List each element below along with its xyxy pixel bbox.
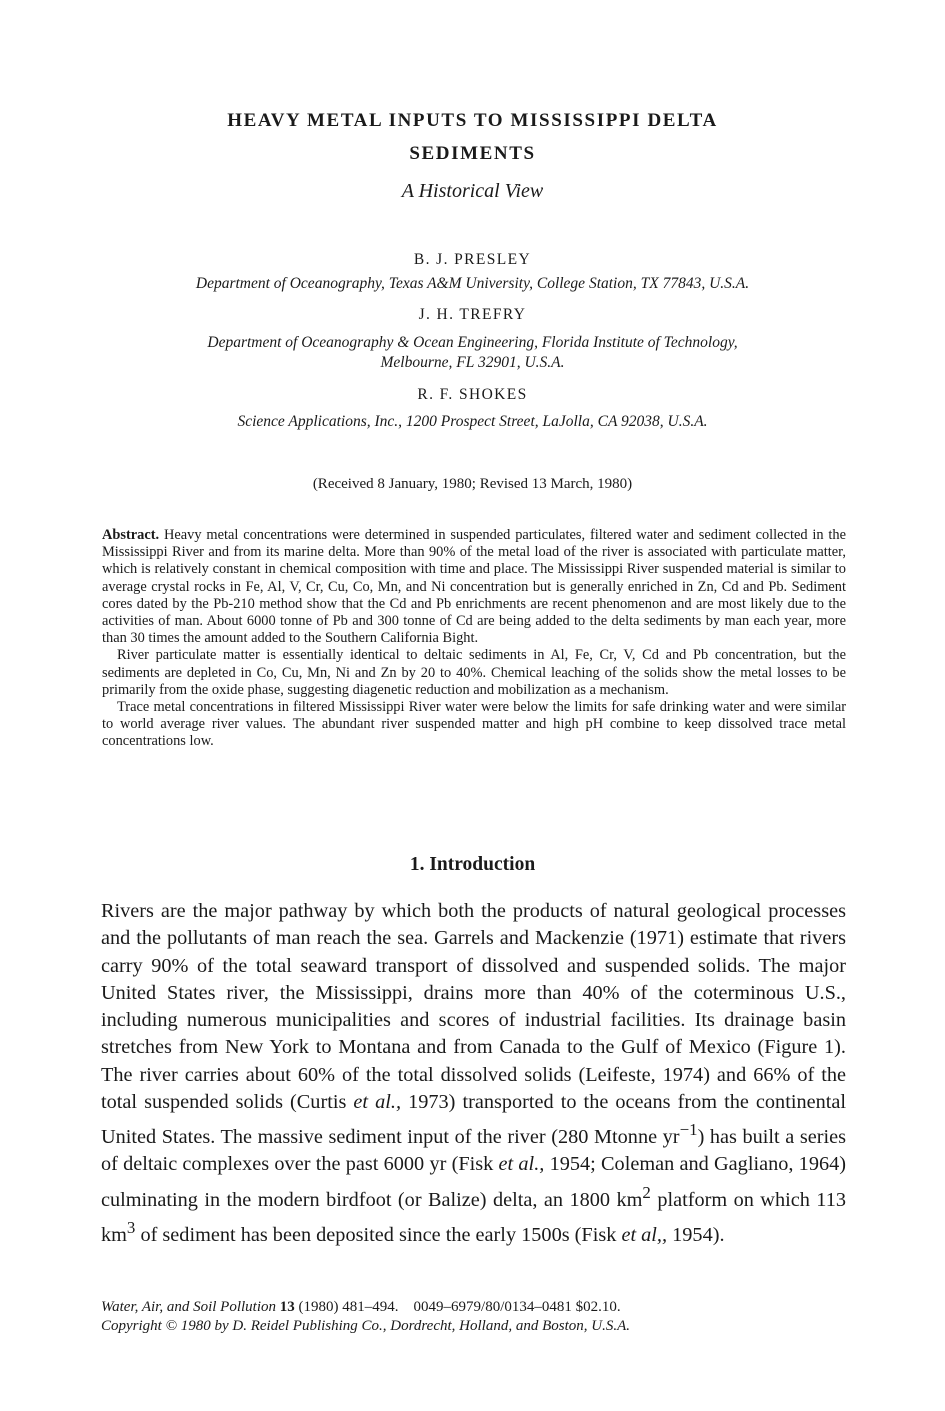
intro-superscript: 2	[642, 1182, 651, 1202]
abstract-paragraph-1	[102, 527, 846, 647]
article-code: 0049–6979/80/0134–0481 $02.10.	[413, 1299, 621, 1315]
author-affiliation-3	[100, 412, 845, 432]
author-name-3: R. F. SHOKES	[417, 386, 528, 403]
intro-text: ) has built a series of deltaic complexes over the past 6000 yr (Fisk	[101, 1126, 847, 1176]
abstract-paragraph-3: Trace metal concentrations in filtered Mississippi River water were below the limits for safe drinking water and were similar to world average river values. The abundant river suspended matter and high pH combine to keep dissolved trace metal concentrations low.	[102, 699, 846, 750]
affiliation-line: Department of Oceanography & Ocean Engineering, Florida Institute of Technology,	[207, 334, 738, 351]
title-line-1: HEAVY METAL INPUTS TO MISSISSIPPI DELTA	[227, 110, 718, 131]
copyright-line: Copyright © 1980 by D. Reidel Publishing Co., Dordrecht, Holland, and Boston, U.S.A.	[101, 1318, 630, 1334]
intro-superscript: −1	[679, 1120, 698, 1140]
intro-text: Rivers are the major pathway by which both the products of natural geological processes and the pollutants of man reach the sea. Garrels and Mackenzie (1971) estimate that rivers carry 90% of the total seaward transport of dissolved and suspended solids. The major United States river, the Mississippi, drains more than 40% of the coterminous U.S., including numerous municipalities and scores of industrial facilities. Its drainage basin stretches from New York to Montana and from Canada to the Gulf of Mexico (Figure 1). The river carries about 60% of the total dissolved solids (Leifeste, 1974) and 66% of the total suspended solids (Curtis	[101, 900, 846, 1114]
affiliation-line: Melbourne, FL 32901, U.S.A.	[380, 354, 565, 371]
intro-text: of sediment has been deposited since the early 1500s (Fisk	[135, 1223, 622, 1246]
page-footer	[101, 1298, 846, 1336]
abstract	[102, 527, 846, 751]
intro-text: platform on which 113 km	[101, 1188, 846, 1246]
author-affiliation-1	[100, 274, 845, 294]
intro-text: 1973) transported to the oceans from the continental United States. The massive sediment input of the river (280 Mtonne yr	[101, 1091, 847, 1149]
author-name-1: B. J. PRESLEY	[413, 251, 532, 268]
abstract-paragraph-2: River particulate matter is essentially identical to deltaic sediments in Al, Fe, Cr, V, Cd and Pb concentration, but the sediments are depleted in Co, Cu, Mn, Ni and Zn by 20 to 40%. Chemical leaching of the solids show the metal losses to be primarily from the oxide phase, suggesting diagenetic reduction and mobilization as a mechanism.	[102, 647, 846, 698]
section-heading: 1. Introduction	[409, 854, 536, 875]
title-line-2: SEDIMENTS	[409, 143, 536, 164]
abstract-text-1: Heavy metal concentrations were determined in suspended particulates, filtered water and sediment collected in the Mississippi River and from its marine delta. More than 90% of the metal load of the river is associated with particulate matter, which is relatively constant in chemical composition with time and place. The Mississippi River suspended material is similar to average crystal rocks in Fe, Al, V, Cr, Cu, Co, Mn, and Ni concentration but is generally enriched in Zn, Cd and Pb. Sediment cores dated by the Pb-210 method show that the Cd and Pb enrichments are recent phenomenon and are most likely due to the activities of man. About 6000 tonne of Pb and 300 tonne of Cd are being added to the delta sediments by man each year, more than 30 times the amount added to the Southern California Bight.	[102, 527, 846, 647]
author-name-2: J. H. TREFRY	[418, 306, 527, 323]
intro-text: 1954; Coleman and Gagliano, 1964) culminating in the modern birdfoot (or Balize) delta, an 1800 km	[101, 1153, 847, 1211]
footer-citation	[101, 1298, 846, 1317]
intro-citation-etal: et al.,	[353, 1091, 402, 1114]
paper-title	[150, 104, 795, 170]
abstract-label: Abstract.	[102, 527, 160, 543]
paper-subtitle: A Historical View	[401, 180, 544, 202]
intro-citation-etal: et al.,	[498, 1153, 545, 1176]
journal-volume: 13	[279, 1299, 295, 1315]
journal-name: Water, Air, and Soil Pollution	[101, 1299, 277, 1315]
received-dates: (Received 8 January, 1980; Revised 13 March, 1980)	[312, 476, 633, 492]
affiliation-line: Department of Oceanography, Texas A&M University, College Station, TX 77843, U.S.A.	[195, 275, 750, 292]
journal-pages: (1980) 481–494.	[298, 1299, 399, 1315]
intro-text: 1954).	[667, 1223, 725, 1246]
affiliation-line: Science Applications, Inc., 1200 Prospect Street, LaJolla, CA 92038, U.S.A.	[237, 413, 708, 430]
author-affiliation-2	[100, 333, 845, 373]
introduction-paragraph	[101, 898, 846, 1249]
intro-citation-etal: et al,,	[621, 1223, 668, 1246]
intro-superscript: 3	[126, 1217, 136, 1237]
